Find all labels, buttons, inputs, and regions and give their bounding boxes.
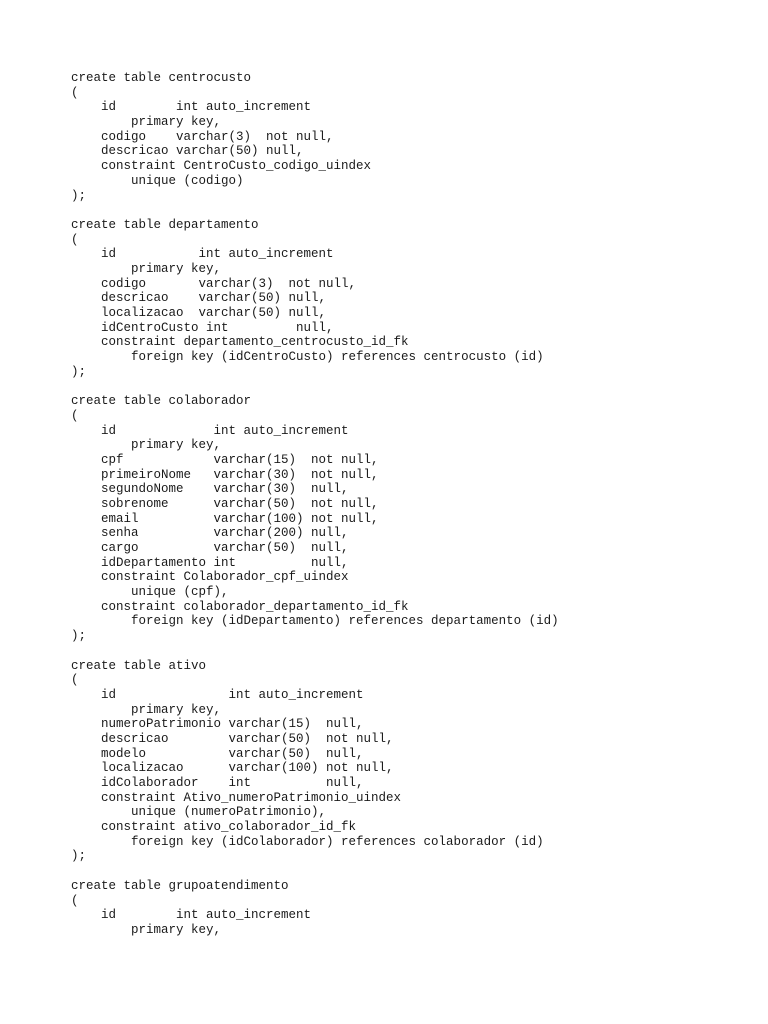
code-line: create table grupoatendimento bbox=[71, 878, 289, 893]
code-line: segundoNome varchar(30) null, bbox=[71, 482, 349, 497]
code-line: cpf varchar(15) not null, bbox=[71, 452, 379, 467]
code-line: idCentroCusto int null, bbox=[71, 320, 334, 335]
code-line: foreign key (idDepartamento) references departamento (id) bbox=[71, 614, 559, 629]
code-line: unique (numeroPatrimonio), bbox=[71, 805, 327, 820]
code-line: create table departamento bbox=[71, 217, 259, 232]
code-line: primary key, bbox=[71, 261, 222, 276]
blank-line bbox=[71, 379, 751, 394]
code-line: email varchar(100) not null, bbox=[71, 511, 379, 526]
blank-line bbox=[71, 644, 751, 659]
code-line: id int auto_increment bbox=[71, 908, 312, 923]
blank-line bbox=[71, 203, 751, 218]
code-line: create table centrocusto bbox=[71, 71, 252, 85]
code-line: ( bbox=[71, 232, 79, 247]
code-line: ( bbox=[71, 408, 79, 423]
code-line: create table ativo bbox=[71, 658, 207, 673]
code-line: unique (codigo) bbox=[71, 173, 244, 188]
code-line: localizacao varchar(100) not null, bbox=[71, 761, 394, 776]
document-page bbox=[71, 71, 751, 938]
code-line: foreign key (idCentroCusto) references centrocusto (id) bbox=[71, 350, 544, 365]
code-line: constraint Ativo_numeroPatrimonio_uindex bbox=[71, 790, 402, 805]
code-line: ( bbox=[71, 85, 79, 100]
code-line: primary key, bbox=[71, 438, 222, 453]
code-line: primeiroNome varchar(30) not null, bbox=[71, 467, 379, 482]
code-line: numeroPatrimonio varchar(15) null, bbox=[71, 717, 364, 732]
code-line: localizacao varchar(50) null, bbox=[71, 306, 327, 320]
code-line: ); bbox=[71, 849, 87, 864]
code-line: cargo varchar(50) null, bbox=[71, 541, 349, 555]
code-line: idColaborador int null, bbox=[71, 776, 364, 790]
code-line: descricao varchar(50) null, bbox=[71, 144, 304, 159]
code-line: codigo varchar(3) not null, bbox=[71, 276, 357, 291]
code-line: constraint departamento_centrocusto_id_fk bbox=[71, 335, 409, 350]
code-line: sobrenome varchar(50) not null, bbox=[71, 496, 379, 511]
code-line: ); bbox=[71, 188, 87, 203]
code-line: ); bbox=[71, 364, 87, 379]
code-line: constraint ativo_colaborador_id_fk bbox=[71, 820, 357, 835]
code-line: senha varchar(200) null, bbox=[71, 526, 349, 541]
code-line: constraint CentroCusto_codigo_uindex bbox=[71, 159, 372, 174]
code-line: id int auto_increment bbox=[71, 687, 364, 702]
code-line: id int auto_increment bbox=[71, 423, 349, 438]
code-line: unique (cpf), bbox=[71, 585, 229, 600]
blank-line bbox=[71, 864, 751, 879]
code-line: foreign key (idColaborador) references colaborador (id) bbox=[71, 834, 544, 849]
code-line: constraint Colaborador_cpf_uindex bbox=[71, 570, 349, 585]
code-line: descricao varchar(50) not null, bbox=[71, 731, 394, 746]
code-line: ( bbox=[71, 893, 79, 908]
code-line: modelo varchar(50) null, bbox=[71, 746, 364, 761]
code-line: primary key, bbox=[71, 702, 222, 717]
code-line: ); bbox=[71, 629, 87, 644]
code-line: primary key, bbox=[71, 115, 222, 130]
code-line: constraint colaborador_departamento_id_fk bbox=[71, 599, 409, 614]
code-line: descricao varchar(50) null, bbox=[71, 291, 327, 306]
code-line: id int auto_increment bbox=[71, 247, 334, 262]
code-line: idDepartamento int null, bbox=[71, 555, 349, 570]
code-line: create table colaborador bbox=[71, 394, 252, 409]
code-line: primary key, bbox=[71, 922, 222, 937]
code-line: codigo varchar(3) not null, bbox=[71, 129, 334, 144]
code-line: id int auto_increment bbox=[71, 100, 312, 115]
code-line: ( bbox=[71, 673, 79, 688]
